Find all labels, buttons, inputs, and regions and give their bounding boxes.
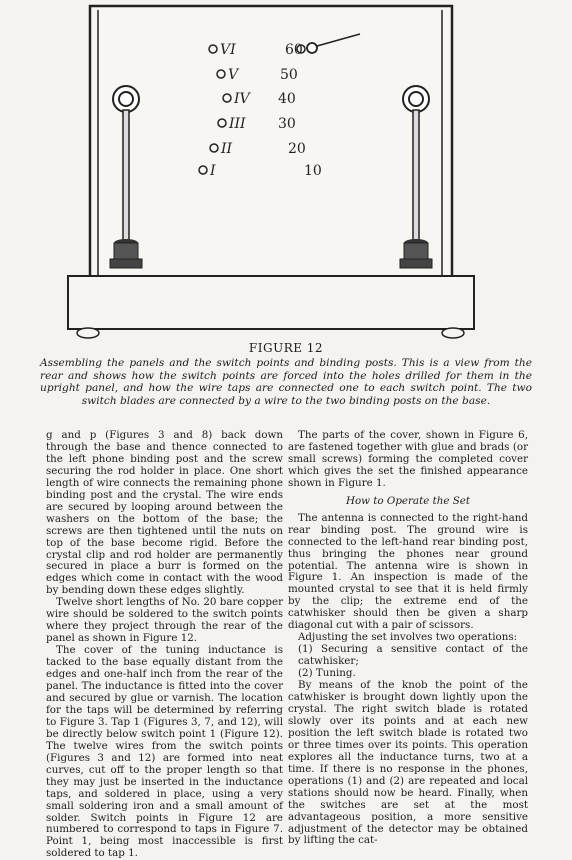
base [68,276,474,329]
dial-numeral: VI [220,42,236,58]
dial-value: 50 [280,67,298,83]
paragraph: The parts of the cover, shown in Figure 6, are fastened together with glue and brads (or small screws) forming the completed cover which gives the set the finished appearance shown in Figure 1. [288,429,528,489]
dial-value: 20 [288,141,306,157]
paragraph: By means of the knob the point of the catwhisker is brought down lightly upon the crystal. The right switch blade is rotated slowly over its points and at each new position the left switch blade is rotated two or three times over its points. This operation explores all the inductance turns, two at a time. If there is no response in the phones, operations (1) and (2) are repeated and local stations should now be heard. Finally, when the switches are set at the most advantageous position, a more sensitive adjustment of the detector may be obtained by lifting the cat- [288,679,528,847]
dial-value: 40 [278,91,296,107]
dial-numeral: IV [234,91,250,107]
switch-blade-hub [307,43,317,53]
section-heading: How to Operate the Set [346,494,470,507]
paragraph: The antenna is connected to the right-hand rear binding post. The ground wire is connected to the left-hand rear binding post, thus bringing the phones near ground potential. The antenna wire is shown in Figure 1. An inspection is made of the mounted crystal to see that it is held firmly by the clip; the extreme end of the catwhisker should then be given a sharp diagonal cut with a pair of scissors. [288,511,528,632]
figure-12-illustration [60,0,480,342]
dial-value: 60 [285,42,303,58]
dial-numeral: II [221,141,233,157]
right-column [288,430,528,847]
upright-panel [90,6,452,278]
foot-left [77,328,99,338]
foot-right [442,328,464,338]
paragraph: Adjusting the set involves two operations: [298,631,518,644]
list-item: (2) Tuning. [298,667,356,680]
paragraph: g and p (Figures 3 and 8) back down through the base and thence connected to the left phone binding post and the screw securing the rod holder in place. One short length of wire connects the remaining phone binding post and the crystal. The wire ends are secured by looping around between the washers on the bottom of the base; the screws are then tightened until the nuts on top of the base become rigid. Before the crystal clip and rod holder are permanently secured in place a burr is formed on the edges which come in contact with the wood by bending down these edges slightly. [46,429,283,597]
figure-label: FIGURE 12 [248,341,324,355]
figure-caption: Assembling the panels and the switch points and binding posts. This is a view from the rear and shows how the switch points are forced into the holes drilled for them in the upright panel, and how the wire taps are connected one to each switch point. The two switch blades are connected by a wire to the two binding posts on the base. [40,357,532,407]
dial-value: 30 [278,116,296,132]
dial-numeral: III [229,116,246,132]
paragraph: The cover of the tuning inductance is tacked to the base equally distant from the edges and one-half inch from the rear of the panel. The inductance is fitted into the cover and secured by glue or varnish. The location for the taps will be determined by referring to Figure 3. Tap 1 (Figures 3, 7, and 12), will be directly below switch point 1 (Figure 12). The twelve wires from the switch points (Figures 3 and 12) are formed into neat curves, cut off to the proper length so that they may just be inserted in the inductance taps, and soldered in place, using a very small soldering iron and a small amount of solder. Switch points in Figure 12 are numbered to correspond to taps in Figure 7. Point 1, being most inaccessible is first soldered to tap 1. [46,644,283,860]
paragraph: Twelve short lengths of No. 20 bare copper wire should be soldered to the switch points where they project through the rear of the panel as shown in Figure 12. [46,596,283,645]
dial-value: 10 [304,163,322,179]
list-item: (1) Securing a sensitive contact of the catwhisker; [298,643,528,668]
dial-numeral: I [210,163,216,179]
dial-numeral: V [228,67,239,83]
left-column [46,430,283,860]
